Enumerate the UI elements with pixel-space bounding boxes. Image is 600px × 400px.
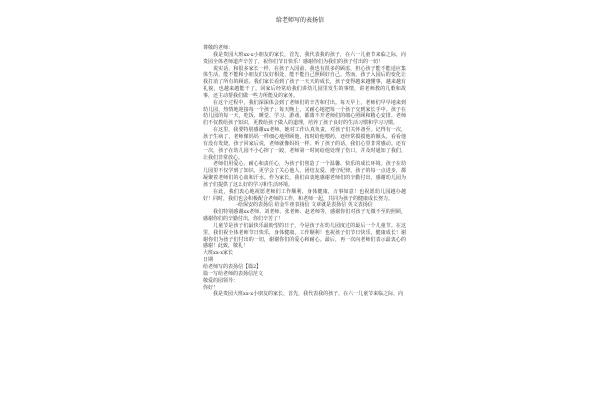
paragraph: 在这个过程中，我们深深体会到了老师们的辛苦和付出。每天早上，老师们早早地来到幼儿园，热情地迎接每一个孩子；每天晚上，又耐心地把每一个孩子交到家长手中。孩子在幼儿园的每一天，吃饭、睡觉、学习、游戏，都离不开老师们的细心照顾和精心安排。老师们不仅教给孩子知识，更教给孩子做人的道理，培养了孩子良好的生活习惯和学习习惯。 bbox=[203, 99, 406, 127]
paragraph: 在这里，我要特别感谢xx老师。她对工作认真负责，对孩子们关怀备至。记得有一次，孩子生病了，老师像妈妈一样细心地照顾他，按时给他喂药，还经常摸摸他的额头，看看他有没有发烧。孩子回家后说，老师就像妈妈一样。听了孩子的话，我们心里非常感动。还有一次，孩子在幼儿园不小心摔了一跤，老师第一时间给他处理了伤口，并及时通知了我们，让我们非常放心。 bbox=[203, 127, 406, 161]
paragraph: 篇一写给老师的表扬信范文 bbox=[203, 270, 264, 277]
paragraph: -给保安的表扬信 给金牛座表扬信 文章就是表扬信 英文表扬信 bbox=[236, 202, 373, 209]
paragraph: 大班xx-x家长 bbox=[203, 250, 234, 257]
paragraph: 尊敬的老师： bbox=[203, 45, 234, 51]
paragraph: 我是贵园大班xx-x小朋友的家长，首先，我代表我的孩子，在六一儿童节来临之际，向贵园全体老师道声辛苦了，祝你们节日快乐！感谢你们为我们的孩子付出的一切！ bbox=[203, 51, 406, 65]
paragraph: 儿童节是孩子们最快乐最盼望的日子，今是孩子在幼儿园度过的最后一个儿童节。在这里，我们祝全体老师节日快乐，身体健康，工作顺利！也祝孩子们节日快乐，健康成长！谢谢你们为孩子们付出的一切，谢谢你们的爱心和耐心。最后，再一次向老师们表示最衷心的感谢！此致，敬礼！ bbox=[203, 222, 406, 250]
paragraph: 在此，我们衷心地祝愿老师们工作顺利，身体健康，万事如意！也祝愿幼儿园越办越好！同时，我们也会积极配合老师的工作，和老师一起，共同为孩子的健康成长努力。 bbox=[203, 188, 406, 202]
paragraph: 敬爱的园领导： bbox=[203, 277, 239, 284]
paragraph: 老师们用爱心、耐心和责任心，为孩子们创造了一个温馨、快乐的成长环境。孩子在幼儿园里不仅学到了知识，更学会了关心他人、团结友爱、遵守纪律。孩子的每一点进步，都凝聚着老师们的心血和汗水。作为家长，我们由衷地感谢老师们的辛勤付出，感谢幼儿园为孩子们提供了这么好的学习和生活环境。 bbox=[203, 161, 406, 188]
document-body bbox=[203, 45, 406, 298]
paragraph: 说实话，和很多家长一样，在孩子入园前，我也有很多的顾虑，担心孩子能不能适应集体生活，能不能和小朋友们友好相处，能不能自己照顾好自己。然而，孩子入园后的变化让我打消了所有的顾虑。我们家长看到了孩子一天天的成长，孩子变得越来越懂事，越来越有礼貌，也越来越能干了。回家后经常给我们讲幼儿园里发生的事情，讲老师教的儿歌和故事，还主动帮我们做一些力所能及的家务。 bbox=[203, 65, 406, 99]
paragraph: 给老师写的表扬信【篇2】 bbox=[203, 264, 262, 270]
paragraph: 你好！ bbox=[203, 284, 219, 291]
paragraph: 我是贵园大班xx-x小朋友的家长，首先，我代表我的孩子，在六一儿童节来临之际，向 bbox=[213, 291, 404, 298]
paragraph: 日期 bbox=[203, 257, 214, 264]
document-title: 给老师写的表扬信 bbox=[275, 17, 324, 24]
paragraph: 我们特别感谢xx老师、刘老师、张老师、赵老师等，感谢你们对孩子无微不至的照顾，感谢你们的辛勤付出，你们辛苦了！ bbox=[203, 209, 406, 223]
